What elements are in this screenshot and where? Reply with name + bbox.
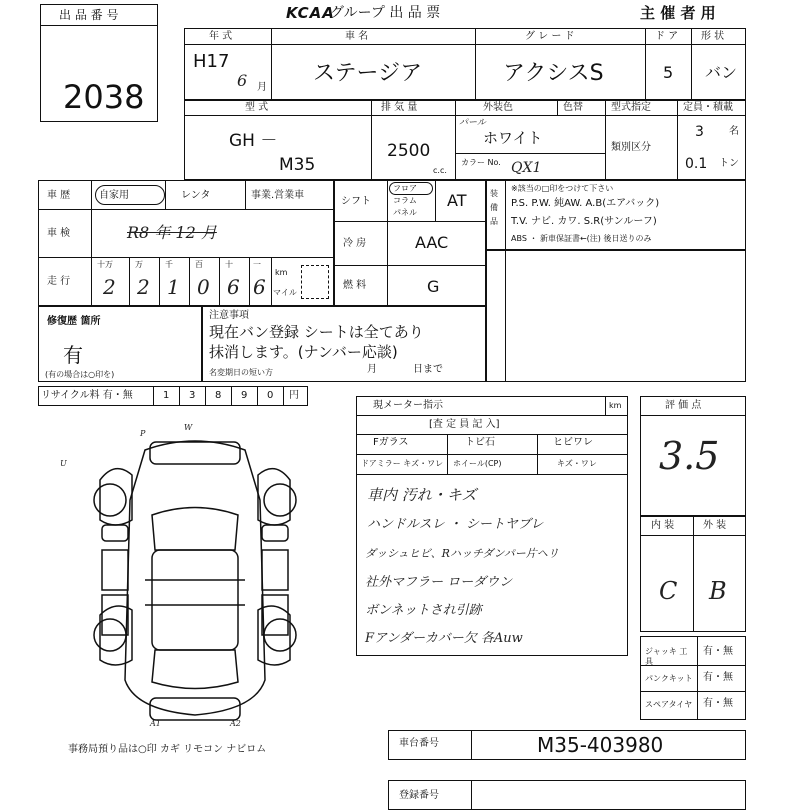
- mile-digit-1: 2: [137, 275, 150, 299]
- history-option-private: 自家用: [99, 190, 129, 201]
- chassis-box: [388, 730, 746, 760]
- capacity-label: 定員・積載: [683, 102, 733, 113]
- mirror-label: ドアミラー キズ・ワレ: [361, 459, 444, 468]
- comment-4: 社外マフラー ローダウン: [365, 575, 513, 590]
- recycle-label: リサイクル料 有・無: [41, 390, 133, 401]
- equipment-note: ※該当の□印をつけて下さい: [511, 184, 614, 193]
- wheel-damage-label: キズ・ワレ: [557, 459, 597, 468]
- mile-digit-5: 6: [253, 275, 266, 299]
- row1-box: [184, 28, 746, 100]
- recycle-digit-3: 9: [241, 390, 248, 401]
- sales-point-box: [486, 250, 746, 382]
- diagram-mark-u: U: [60, 459, 67, 468]
- diagram-mark-p1: P: [140, 429, 146, 438]
- car-outline-svg: [40, 420, 350, 740]
- year-value: H17: [193, 51, 230, 72]
- jack-value: 有・無: [703, 646, 733, 657]
- expiry-month: 月: [367, 364, 377, 375]
- accessories-box: [640, 636, 746, 720]
- fuel-value: G: [427, 277, 440, 296]
- color-no-label: カラー No.: [461, 158, 501, 167]
- mile-digit-2: 1: [167, 275, 180, 299]
- car-name: ステージア: [313, 61, 423, 86]
- jack-label: ジャッキ 工 具: [645, 647, 688, 666]
- ac-value: AAC: [415, 233, 449, 252]
- km-unit: km: [275, 268, 288, 277]
- mile-digit-3: 0: [197, 275, 210, 299]
- exterior-color-label: 外装色: [483, 102, 513, 113]
- recycle-digit-0: 1: [163, 390, 170, 401]
- displacement-label: 排 気 量: [381, 102, 418, 113]
- history-option-rental: レンタ: [181, 190, 211, 201]
- name-label: 車 名: [345, 31, 369, 42]
- history-circle: [95, 185, 165, 205]
- equipment-line3: ABS ・ 新車保証書←(注) 後日送りのみ: [511, 234, 652, 243]
- chip-label: トビ石: [465, 437, 495, 448]
- comment-3: ダッシュヒビ、Rハッチダンパー片ヘリ: [365, 547, 559, 560]
- mile-unit-2: 千: [165, 260, 173, 269]
- shape-value: バン: [705, 63, 738, 82]
- form-title: グループ 出 品 票: [330, 5, 441, 21]
- mile-unit-3: 百: [195, 260, 203, 269]
- displacement-value: 2500: [387, 141, 431, 161]
- lot-box: [40, 4, 158, 122]
- equipment-line2: T.V. ナビ. カワ. S.R(サンルーフ): [511, 216, 657, 227]
- class-label: 類別区分: [611, 142, 651, 153]
- history-option-business: 事業.営業車: [251, 190, 305, 201]
- history-label: 車 歴: [47, 190, 71, 201]
- notes-line1: 現在バン登録 シートは全てあり: [209, 323, 424, 341]
- comment-2: ハンドルスレ ・ シートヤブレ: [367, 517, 544, 532]
- meter-label: 現メーター指示: [373, 400, 443, 411]
- expiry-label: 名変期日の短い方: [209, 368, 273, 377]
- recycle-digit-4: 0: [267, 390, 274, 401]
- equipment-label: 装 備 品: [490, 189, 498, 226]
- repair-box: [38, 306, 202, 382]
- fuel-label: 燃 料: [343, 280, 367, 291]
- capacity-unit: 名: [729, 126, 739, 137]
- grade-label: グ レ ー ド: [525, 31, 575, 42]
- exterior-label: 外 装: [703, 520, 727, 531]
- drivetrain-box: [334, 180, 486, 306]
- score-label: 評 価 点: [665, 400, 702, 411]
- registration-label: 登録番号: [399, 790, 439, 801]
- load-value: 0.1: [685, 156, 708, 172]
- mile-unit-1: 万: [135, 260, 143, 269]
- shift-label: シフト: [341, 196, 371, 207]
- expiry-day: 日まで: [413, 364, 443, 375]
- model-prefix: GH －: [229, 131, 278, 151]
- repair-note: (有の場合は○印を): [45, 370, 115, 379]
- lot-number: 2038: [63, 78, 145, 116]
- color-change-label: 色替: [563, 102, 583, 113]
- comment-6: Fアンダーカバー欠 各Auw: [365, 631, 523, 646]
- capacity-value: 3: [695, 124, 704, 140]
- grade-value: アクシスS: [503, 61, 604, 86]
- repair-label: 修復歴 箇所: [47, 316, 101, 327]
- recycle-digit-1: 3: [189, 390, 196, 401]
- puncture-kit-label: パンクキット: [645, 674, 693, 683]
- notes-line2: 抹消します。(ナンバー応談): [209, 343, 398, 361]
- month-value: 6: [237, 71, 248, 90]
- inspector-header: [査 定 員 記 入]: [429, 419, 500, 430]
- meter-box: [356, 396, 628, 416]
- mile-unit-5: 一: [253, 260, 261, 269]
- notes-box: [202, 306, 486, 382]
- f-glass-label: Fガラス: [373, 437, 409, 448]
- diagram-mark-w: W: [184, 423, 193, 432]
- inspector-box: [356, 416, 628, 656]
- load-unit: トン: [719, 158, 739, 169]
- puncture-kit-value: 有・無: [703, 672, 733, 683]
- comment-5: ボンネットされ引跡: [365, 603, 482, 618]
- interior-grade: C: [659, 577, 678, 605]
- organizer-label: 主 催 者 用: [640, 4, 716, 22]
- lot-label: 出 品 番 号: [59, 8, 119, 22]
- month-unit: 月: [257, 82, 267, 93]
- chassis-value: M35-403980: [537, 733, 664, 757]
- shift-circle: [389, 182, 433, 195]
- spare-tire-value: 有・無: [703, 698, 733, 709]
- interior-exterior-box: [640, 516, 746, 632]
- registration-box: [388, 780, 746, 810]
- shift-value: AT: [447, 191, 467, 210]
- mile-unit-0: 十万: [97, 260, 113, 269]
- office-note: 事務局預り品は○印 カギ リモコン ナビロム: [68, 744, 267, 755]
- exterior-grade: B: [709, 577, 727, 605]
- model-code: M35: [279, 155, 316, 175]
- recycle-unit: 円: [289, 390, 299, 401]
- comment-1: 車内 汚れ・キズ: [367, 486, 477, 504]
- kcaa-logo: KCAA: [286, 4, 335, 22]
- mile-digit-0: 2: [103, 275, 116, 299]
- score-value: 3.5: [659, 434, 720, 478]
- doors-label: ド ア: [655, 31, 679, 42]
- mile-digit-4: 6: [227, 275, 240, 299]
- inspection-value: R8 年 12 月: [127, 223, 217, 242]
- score-box: [640, 396, 746, 516]
- mileage-label: 走 行: [47, 276, 71, 287]
- notes-label: 注意事項: [209, 310, 249, 321]
- ac-label: 冷 房: [343, 238, 367, 249]
- shift-floor: フロア: [393, 184, 417, 193]
- car-diagram: [40, 420, 350, 740]
- equipment-box: [486, 180, 746, 250]
- shift-panel: パネル: [393, 208, 417, 217]
- recycle-box: [38, 386, 308, 406]
- cc-unit: c.c.: [433, 166, 447, 175]
- color-no-value: QX1: [511, 160, 542, 176]
- meter-unit: km: [609, 401, 622, 410]
- year-label: 年 式: [209, 31, 233, 42]
- color-value: ホワイト: [483, 129, 543, 147]
- vehicle-info-box: [38, 180, 334, 306]
- color-pearl: パール: [459, 118, 486, 128]
- shape-label: 形 状: [701, 31, 725, 42]
- equipment-line1: P.S. P.W. 純AW. A.B(エアバック): [511, 198, 660, 209]
- inspection-label: 車 検: [47, 228, 71, 239]
- crack-label: ヒビワレ: [553, 437, 593, 448]
- mile-unit-4: 十: [225, 260, 233, 269]
- interior-label: 内 装: [651, 520, 675, 531]
- mile-unit-label: マイル: [273, 288, 297, 297]
- repair-value: 有: [63, 343, 83, 367]
- diagram-mark-a1: A1: [150, 719, 161, 728]
- wheel-label: ホイール(CP): [453, 459, 502, 468]
- model-designation-label: 型式指定: [611, 102, 651, 113]
- chassis-label: 車台番号: [399, 738, 439, 749]
- spare-tire-label: スペアタイヤ: [645, 700, 693, 709]
- doors-value: 5: [663, 63, 674, 82]
- shift-column: コラム: [393, 196, 417, 205]
- km-checkbox: [301, 265, 329, 299]
- diagram-mark-a2: A2: [230, 719, 241, 728]
- row2-box: [184, 100, 746, 180]
- model-label: 型 式: [245, 102, 269, 113]
- recycle-digit-2: 8: [215, 390, 222, 401]
